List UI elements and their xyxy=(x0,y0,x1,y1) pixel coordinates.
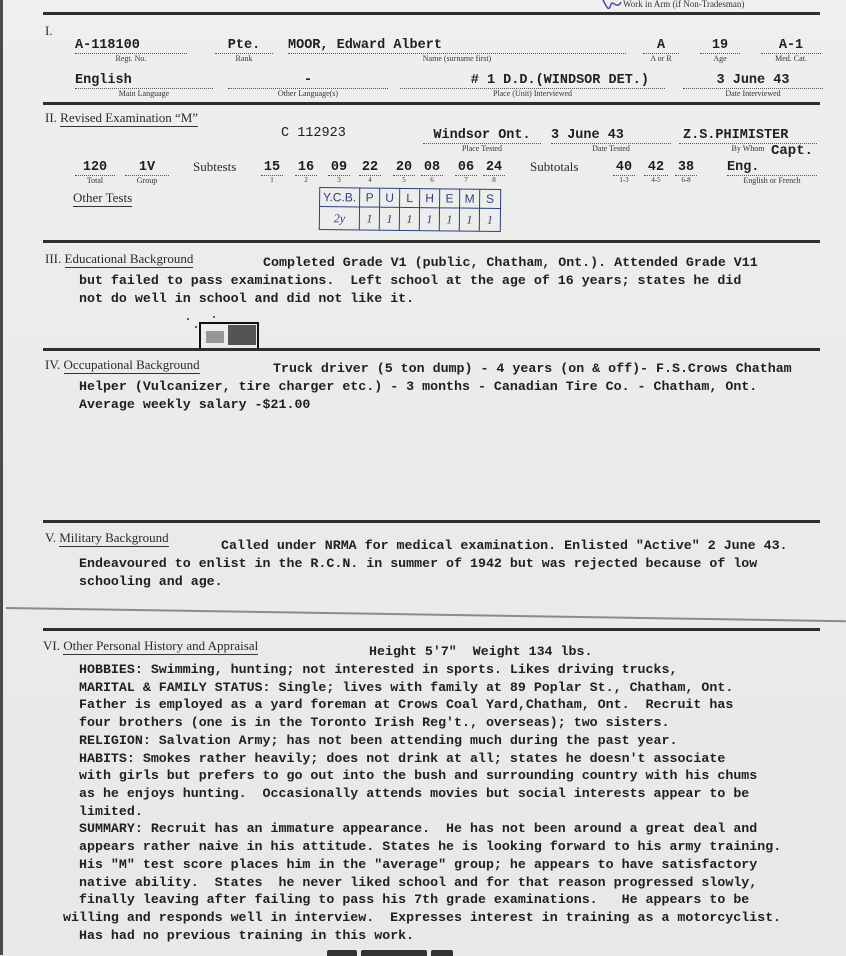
rank-value: Pte. xyxy=(215,38,273,54)
subtotal-range: 6-8 xyxy=(681,176,691,184)
appraisal-line-1: HOBBIES: Swimming, hunting; not interested in sports. Likes driving trucks, xyxy=(79,662,678,677)
stamp-header: U xyxy=(380,189,400,208)
section-2-title: Revised Examination “M” xyxy=(60,110,199,125)
main-language-field xyxy=(75,73,213,98)
place-interviewed-field xyxy=(400,73,665,98)
date-tested-field xyxy=(551,128,671,153)
bottom-tab-mark xyxy=(361,950,427,956)
section-6-header xyxy=(43,638,258,654)
main-language-value: English xyxy=(75,73,213,89)
appraisal-line-7: with girls but prefers to go out into the bush and surrounding country with his chums xyxy=(79,768,758,783)
divider-2 xyxy=(43,240,820,243)
stamp-value: 1 xyxy=(440,208,460,230)
subtotals-label: Subtotals xyxy=(530,159,579,174)
height-weight: Height 5'7" Weight 134 lbs. xyxy=(369,644,593,659)
a-or-r-field xyxy=(643,38,679,63)
subtest-5 xyxy=(393,160,415,184)
place-interviewed-value: # 1 D.D.(WINDSOR DET.) xyxy=(400,73,665,89)
stamp-value: 1 xyxy=(420,208,440,230)
subtest-value: 22 xyxy=(359,160,381,176)
subtotal-6-8 xyxy=(675,160,697,184)
appraisal-line-12: His "M" test score places him in the "average" group; he appears to have satisfactory xyxy=(79,857,758,872)
subtotal-value: 40 xyxy=(613,160,635,176)
appraisal-line-11: appears rather naive in his attitude. States he is looking forward to his army training. xyxy=(79,839,782,854)
subtest-value: 08 xyxy=(421,160,443,176)
a-or-r-caption: A or R xyxy=(650,54,672,63)
name-field xyxy=(288,38,626,63)
appraisal-line-6: HABITS: Smokes rather heavily; does not drink at all; states he doesn't associate xyxy=(79,751,726,766)
subtest-number: 3 xyxy=(337,176,341,184)
subtest-value: 06 xyxy=(455,160,477,176)
stamp-header: H xyxy=(420,189,440,208)
subtest-number: 4 xyxy=(368,176,372,184)
section-2-numeral: II. xyxy=(45,110,57,125)
place-tested-field xyxy=(423,128,541,153)
subtest-4 xyxy=(359,160,381,184)
med-cat-value: A-1 xyxy=(761,38,821,54)
appraisal-line-5: RELIGION: Salvation Army; has not been attending much during the past year. xyxy=(79,733,678,748)
subtest-number: 1 xyxy=(270,176,274,184)
subtest-1 xyxy=(261,160,283,184)
occupation-line-1: Truck driver (5 ton dump) - 4 years (on & off)- F.S.Crows Chatham xyxy=(273,361,792,376)
age-caption: Age xyxy=(713,54,727,63)
stamp-header: S xyxy=(480,190,500,209)
place-tested-caption: Place Tested xyxy=(462,144,502,153)
other-languages-field xyxy=(228,73,388,98)
stamp-value: 1 xyxy=(400,208,420,230)
divider-top xyxy=(43,12,820,15)
military-line-2: Endeavoured to enlist in the R.C.N. in summer of 1942 but was rejected because of low xyxy=(79,556,758,571)
name-caption: Name (surname first) xyxy=(422,54,492,63)
education-line-1: Completed Grade V1 (public, Chatham, Ont.). Attended Grade V11 xyxy=(263,255,758,270)
subtotal-1-3 xyxy=(613,160,635,184)
subtests-label: Subtests xyxy=(193,159,237,174)
section-4-header xyxy=(45,357,200,373)
occupation-line-3: Average weekly salary -$21.00 xyxy=(79,397,311,412)
subtotal-range: 1-3 xyxy=(619,176,629,184)
bottom-tab-mark xyxy=(431,950,453,956)
form-number: C 112923 xyxy=(281,126,346,141)
name-value: MOOR, Edward Albert xyxy=(288,38,626,54)
subtotal-range: 4-5 xyxy=(651,176,661,184)
header-note: Work in Arm (if Non-Tradesman) xyxy=(623,0,745,9)
military-line-1: Called under NRMA for medical examination. Enlisted "Active" 2 June 43. xyxy=(221,538,788,553)
section-5-title: Military Background xyxy=(59,530,169,545)
military-line-3: schooling and age. xyxy=(79,574,223,589)
bottom-tab-mark xyxy=(327,950,357,956)
appraisal-line-15: willing and responds well in interview. Expresses interest in training as a motorcyclist. xyxy=(63,910,782,925)
stamp-header: Y.C.B. xyxy=(320,188,360,207)
appraisal-line-4: four brothers (one is in the Toronto Irish Reg't., overseas); two sisters. xyxy=(79,715,670,730)
section-6-numeral: VI. xyxy=(43,638,60,653)
section-4-numeral: IV. xyxy=(45,357,61,372)
appraisal-line-13: native ability. States he never liked school and for that reason progressed slowly, xyxy=(79,875,758,890)
section-2-header xyxy=(45,110,198,126)
subtest-6 xyxy=(421,160,443,184)
section-5-header xyxy=(45,530,169,546)
other-languages-value: - xyxy=(228,73,388,89)
subtest-number: 8 xyxy=(492,176,496,184)
date-interviewed-caption: Date Interviewed xyxy=(725,89,781,98)
by-whom-value: Z.S.PHIMISTER xyxy=(679,128,817,144)
stamp-value: 1 xyxy=(460,209,480,231)
stamp-header: E xyxy=(440,189,460,208)
stamp-value: 1 xyxy=(380,208,400,230)
total-field xyxy=(75,160,115,185)
subtest-value: 24 xyxy=(483,160,505,176)
section-3-header xyxy=(45,251,193,267)
occupation-line-2: Helper (Vulcanizer, tire charger etc.) - 3 months - Canadian Tire Co. - Chatham, Ont. xyxy=(79,379,758,394)
language-tested-caption: English or French xyxy=(743,176,801,185)
page-fold-line xyxy=(6,607,846,622)
place-interviewed-caption: Place (Unit) Interviewed xyxy=(492,89,573,98)
stamp-value: 1 xyxy=(360,207,380,229)
subtest-number: 5 xyxy=(402,176,406,184)
med-cat-field xyxy=(761,38,821,63)
language-tested-value: Eng. xyxy=(727,160,817,176)
subtotal-value: 38 xyxy=(675,160,697,176)
other-languages-caption: Other Language(s) xyxy=(277,89,339,98)
group-value: 1V xyxy=(125,160,169,176)
stamp-header: L xyxy=(400,189,420,208)
divider-3 xyxy=(43,348,820,351)
total-value: 120 xyxy=(75,160,115,176)
place-tested-value: Windsor Ont. xyxy=(423,128,541,144)
appraisal-line-10: SUMMARY: Recruit has an immature appearance. He has not been around a great deal and xyxy=(79,821,758,836)
language-tested-field xyxy=(727,160,817,185)
date-tested-value: 3 June 43 xyxy=(551,128,671,144)
age-value: 19 xyxy=(700,38,740,54)
appraisal-line-16: Has had no previous training in this work. xyxy=(79,928,415,943)
pulhems-stamp xyxy=(319,187,501,232)
subtest-7 xyxy=(455,160,477,184)
rank-caption: Rank xyxy=(235,54,253,63)
subtest-value: 09 xyxy=(328,160,350,176)
other-tests-text: Other Tests xyxy=(73,190,133,205)
section-3-numeral: III. xyxy=(45,251,62,266)
date-tested-caption: Date Tested xyxy=(592,144,630,153)
other-tests-label xyxy=(73,190,132,206)
rank-field xyxy=(215,38,273,63)
regt-no-caption: Regt. No. xyxy=(115,54,147,63)
subtest-number: 6 xyxy=(430,176,434,184)
stamp-header: P xyxy=(360,188,380,207)
stamp-header: M xyxy=(460,190,480,209)
group-caption: Group xyxy=(136,176,158,185)
subtest-3 xyxy=(328,160,350,184)
subtotal-4-5 xyxy=(644,160,668,184)
stamp-value: 2y xyxy=(320,207,360,229)
appraisal-line-14: finally leaving after failing to pass his 7th grade examinations. He appears to be xyxy=(79,892,750,907)
stamp-value: 1 xyxy=(486,212,493,227)
a-or-r-value: A xyxy=(643,38,679,54)
section-6-title: Other Personal History and Appraisal xyxy=(63,638,259,653)
med-cat-caption: Med. Cat. xyxy=(775,54,807,63)
total-caption: Total xyxy=(86,176,104,185)
subtest-value: 15 xyxy=(261,160,283,176)
by-whom-caption: By Whom xyxy=(731,144,765,153)
section-1-numeral: I. xyxy=(45,23,53,38)
subtest-value: 16 xyxy=(295,160,317,176)
appraisal-line-8: as he enjoys hunting. Occasionally attends movies but social interests appear to be xyxy=(79,786,750,801)
main-language-caption: Main Language xyxy=(118,89,170,98)
regt-no-value: A-118100 xyxy=(75,38,187,54)
appraisal-line-3: Father is employed as a yard foreman at Crows Coal Yard,Chatham, Ont. Recruit has xyxy=(79,697,734,712)
divider-5 xyxy=(43,628,820,631)
group-field xyxy=(125,160,169,185)
subtest-2 xyxy=(295,160,317,184)
appraisal-line-2: MARITAL & FAMILY STATUS: Single; lives with family at 89 Poplar St., Chatham, Ont. xyxy=(79,680,734,695)
date-interviewed-value: 3 June 43 xyxy=(683,73,823,89)
divider-4 xyxy=(43,520,820,523)
subtotal-value: 42 xyxy=(644,160,668,176)
appraisal-line-9: limited. xyxy=(79,804,143,819)
regt-no-field xyxy=(75,38,187,63)
section-5-numeral: V. xyxy=(45,530,56,545)
by-whom-rank: Capt. xyxy=(771,143,814,159)
subtest-value: 20 xyxy=(393,160,415,176)
divider-1 xyxy=(43,102,820,105)
ink-smudge-icon xyxy=(178,315,260,349)
age-field xyxy=(700,38,740,63)
education-line-2: but failed to pass examinations. Left school at the age of 16 years; states he did xyxy=(79,273,742,288)
subtest-number: 7 xyxy=(464,176,468,184)
section-4-title: Occupational Background xyxy=(63,357,200,372)
education-line-3: not do well in school and did not like it. xyxy=(79,291,415,306)
subtest-number: 2 xyxy=(304,176,308,184)
date-interviewed-field xyxy=(683,73,823,98)
subtest-8 xyxy=(483,160,505,184)
section-3-title: Educational Background xyxy=(64,251,194,266)
